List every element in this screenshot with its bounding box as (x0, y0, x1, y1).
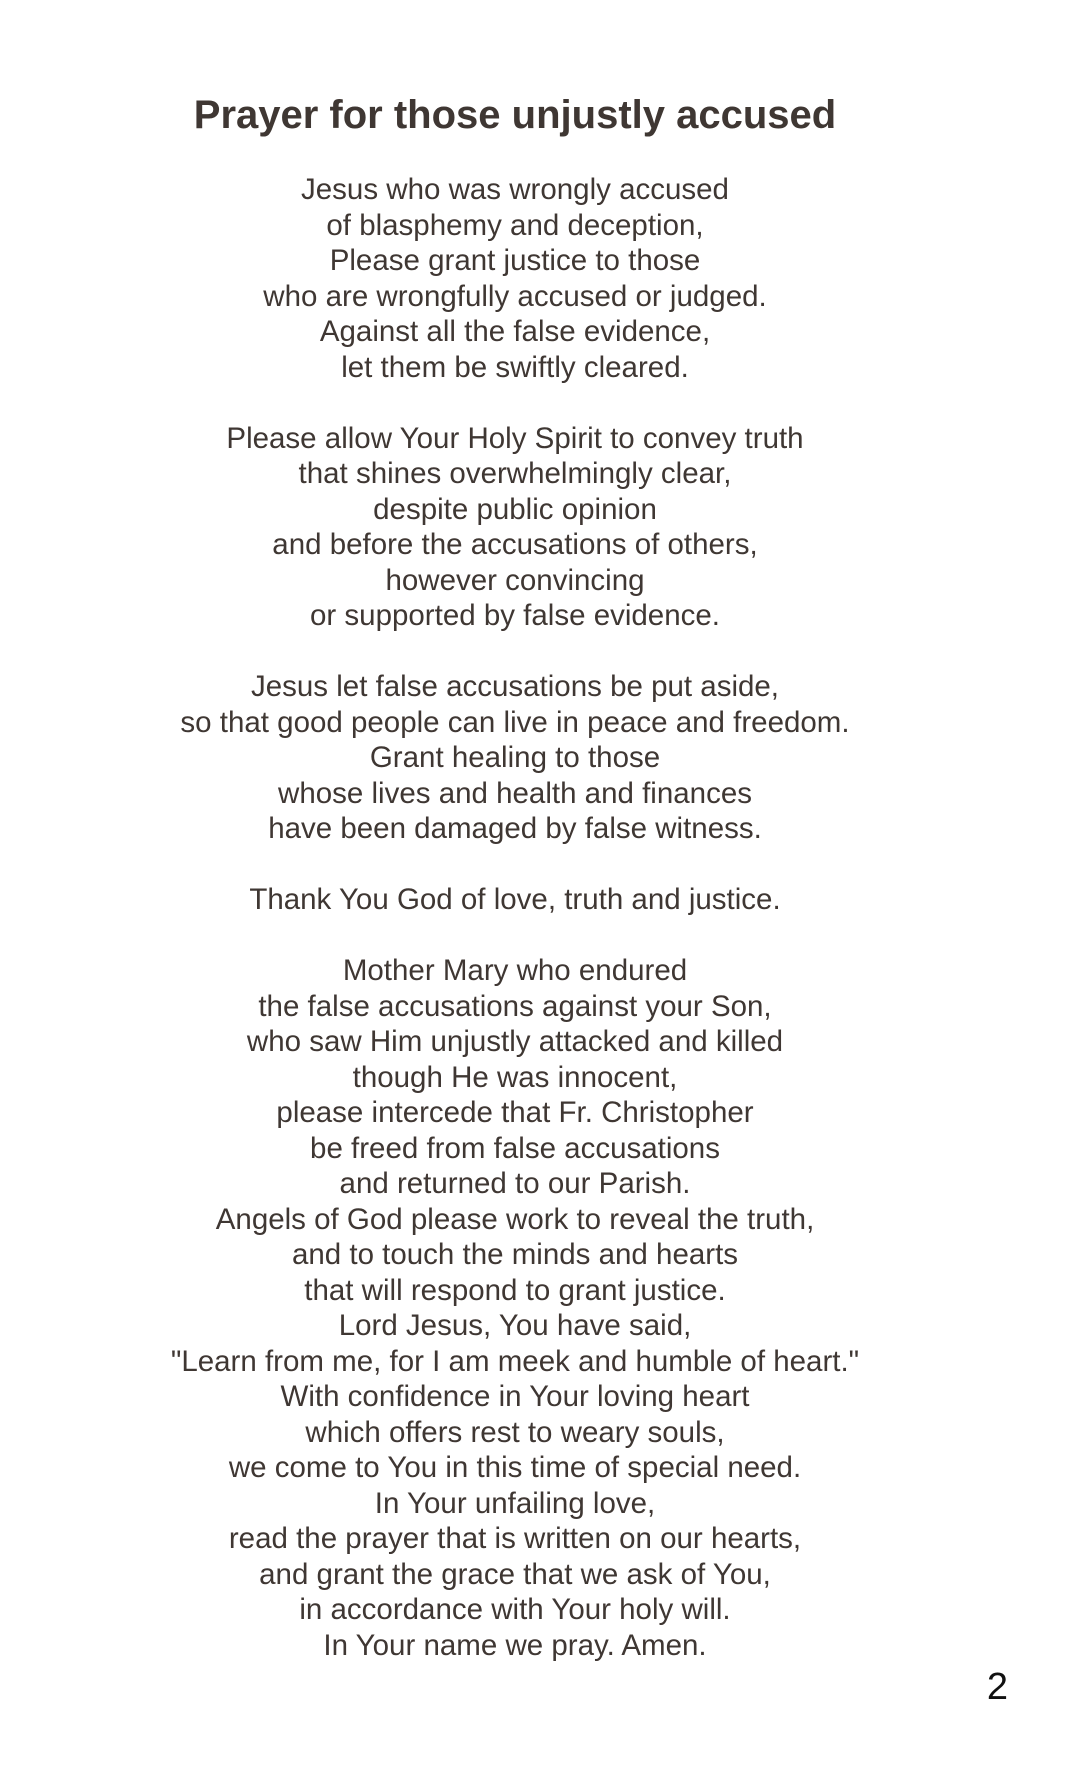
prayer-line: Jesus let false accusations be put aside, (250, 670, 780, 703)
prayer-line: despite public opinion (373, 492, 657, 526)
prayer-line: of blasphemy and deception, (326, 208, 704, 242)
prayer-line: With confidence in Your loving heart (280, 1380, 750, 1413)
prayer-line: that will respond to grant justice. (304, 1273, 726, 1307)
prayer-line: have been damaged by false witness. (268, 812, 762, 845)
prayer-line: or supported by false evidence. (310, 599, 720, 632)
prayer-line: so that good people can live in peace and freedom. (180, 705, 850, 739)
prayer-line: "Learn from me, for I am meek and humble of heart." (170, 1344, 860, 1378)
prayer-line: who saw Him unjustly attacked and killed (246, 1025, 784, 1058)
prayer-line: Please grant justice to those (329, 244, 701, 277)
prayer-line: Grant healing to those (369, 741, 661, 774)
prayer-line: Lord Jesus, You have said, (338, 1309, 692, 1342)
prayer-line: In Your unfailing love, (374, 1486, 656, 1520)
prayer-line: Jesus who was wrongly accused (301, 173, 729, 206)
stanza (0, 953, 1030, 1663)
prayer-line: Mother Mary who endured (342, 954, 688, 987)
prayer-line: that shines overwhelmingly clear, (298, 457, 732, 490)
stanza (0, 669, 1030, 847)
prayer-line: which offers rest to weary souls, (305, 1415, 725, 1449)
prayer-line: the false accusations against your Son, (258, 989, 772, 1023)
prayer-line: however convincing (385, 563, 645, 597)
prayer-line: we come to You in this time of special need. (228, 1451, 802, 1484)
prayer-line: and grant the grace that we ask of You, (259, 1557, 771, 1591)
prayer-line: be freed from false accusations (310, 1131, 720, 1165)
prayer-line: Please allow Your Holy Spirit to convey truth (226, 421, 804, 455)
prayer-line: Thank You God of love, truth and justice. (249, 883, 781, 916)
prayer-line: Angels of God please work to reveal the truth, (215, 1202, 815, 1236)
prayer-line: Against all the false evidence, (319, 315, 711, 348)
prayer-line: who are wrongfully accused or judged. (263, 279, 767, 313)
prayer-line: let them be swiftly cleared. (341, 350, 689, 384)
prayer-line: in accordance with Your holy will. (299, 1593, 731, 1626)
prayer-line: and returned to our Parish. (339, 1167, 691, 1200)
prayer-line: In Your name we pray. Amen. (323, 1628, 707, 1662)
prayer-line: whose lives and health and finances (278, 776, 752, 810)
prayer-line: though He was innocent, (352, 1060, 678, 1094)
page-title: Prayer for those unjustly accused (193, 93, 837, 137)
page-number: 2 (986, 1666, 1008, 1708)
prayer-line: and before the accusations of others, (272, 528, 758, 561)
prayer-line: and to touch the minds and hearts (291, 1238, 739, 1271)
stanza (0, 421, 1030, 634)
prayer-line: read the prayer that is written on our hearts, (228, 1522, 802, 1555)
prayer-body (0, 172, 1030, 1663)
stanza (0, 172, 1030, 385)
stanza (0, 882, 1030, 918)
prayer-line: please intercede that Fr. Christopher (276, 1096, 754, 1129)
